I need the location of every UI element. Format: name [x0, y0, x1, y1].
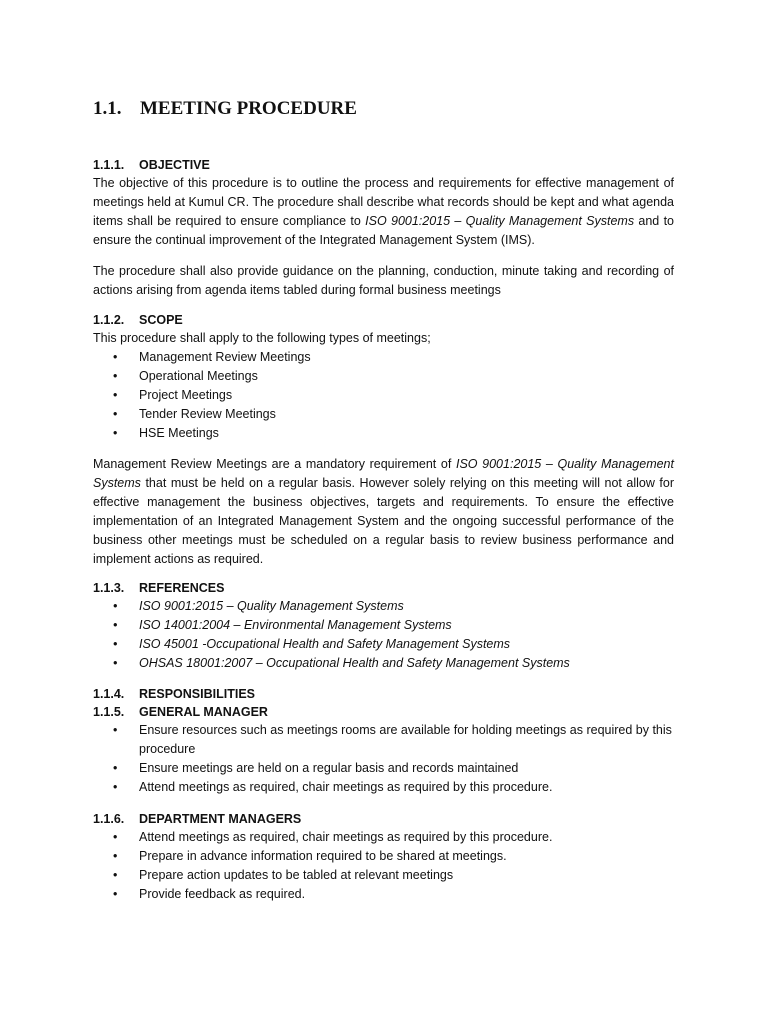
scope-intro: This procedure shall apply to the following types of meetings;	[93, 331, 431, 345]
list-item-text: OHSAS 18001:2007 – Occupational Health and Safety Management Systems	[139, 656, 570, 670]
section-heading-references	[93, 579, 674, 597]
list-item-text: Operational Meetings	[139, 369, 258, 383]
section-heading-scope	[93, 311, 674, 329]
title-number: 1.1.	[93, 98, 122, 119]
scope-paragraph	[93, 455, 674, 569]
list-item-text: Ensure resources such as meetings rooms are available for holding meetings as required by this procedure	[139, 723, 672, 756]
section-heading-department-managers	[93, 810, 674, 828]
bullet-icon: •	[113, 599, 118, 613]
list-item-text: Management Review Meetings	[139, 350, 311, 364]
bullet-icon: •	[113, 887, 118, 901]
references-list	[93, 597, 674, 673]
list-item	[93, 828, 674, 847]
list-item-text: Project Meetings	[139, 388, 233, 402]
standard-reference: ISO 9001:2015 – Quality Management Systems	[365, 214, 635, 228]
list-item	[93, 635, 674, 654]
section-scope	[93, 311, 674, 569]
section-number: 1.1.6.	[93, 812, 125, 826]
list-item-text: ISO 9001:2015 – Quality Management Systems	[139, 599, 404, 613]
section-heading-objective	[93, 156, 674, 174]
objective-paragraph-1	[93, 174, 674, 250]
page-title	[93, 98, 357, 120]
section-number: 1.1.3.	[93, 581, 125, 595]
section-department-managers	[93, 810, 674, 904]
scope-list	[93, 348, 674, 443]
bullet-icon: •	[113, 369, 118, 383]
section-heading-text: DEPARTMENT MANAGERS	[139, 812, 302, 826]
section-heading-text: GENERAL MANAGER	[139, 705, 268, 719]
list-item	[93, 348, 674, 367]
bullet-icon: •	[113, 723, 118, 737]
section-number: 1.1.1.	[93, 158, 125, 172]
section-heading-text: REFERENCES	[139, 581, 225, 595]
section-number: 1.1.4.	[93, 687, 125, 701]
list-item	[93, 424, 674, 443]
list-item	[93, 866, 674, 885]
list-item	[93, 847, 674, 866]
section-number: 1.1.2.	[93, 313, 125, 327]
list-item-text: Tender Review Meetings	[139, 407, 276, 421]
section-objective	[93, 156, 674, 300]
list-item-text: HSE Meetings	[139, 426, 219, 440]
list-item-text: ISO 45001 -Occupational Health and Safety Management Systems	[139, 637, 511, 651]
section-references	[93, 579, 674, 673]
list-item-text: Ensure meetings are held on a regular basis and records maintained	[139, 761, 519, 775]
list-item	[93, 721, 674, 759]
bullet-icon: •	[113, 830, 118, 844]
paragraph-text: and to ensure the continual improvement of the Integrated Management System (IMS).	[93, 214, 675, 247]
list-item	[93, 616, 674, 635]
list-item-text: Attend meetings as required, chair meetings as required by this procedure.	[139, 830, 553, 844]
list-item-text: ISO 14001:2004 – Environmental Management Systems	[139, 618, 452, 632]
section-heading-text: SCOPE	[139, 313, 183, 327]
list-item	[93, 885, 674, 904]
paragraph-text: The objective of this procedure is to outline the process and requirements for effective management of meetings held at Kumul CR. The procedure shall describe what records should be kept and what agenda items shall be required to ensure compliance to	[93, 176, 674, 228]
bullet-icon: •	[113, 849, 118, 863]
list-item-text: Provide feedback as required.	[139, 887, 306, 901]
objective-paragraph-2: The procedure shall also provide guidance on the planning, conduction, minute taking and recording of actions arising from agenda items tabled during formal business meetings	[93, 264, 674, 297]
list-item	[93, 367, 674, 386]
title-text: MEETING PROCEDURE	[140, 98, 357, 119]
list-item	[93, 597, 674, 616]
list-item	[93, 654, 674, 673]
bullet-icon: •	[113, 780, 118, 794]
bullet-icon: •	[113, 868, 118, 882]
list-item	[93, 405, 674, 424]
section-heading-responsibilities	[93, 685, 674, 703]
department-managers-list	[93, 828, 674, 904]
bullet-icon: •	[113, 761, 118, 775]
section-number: 1.1.5.	[93, 705, 125, 719]
list-item-text: Prepare action updates to be tabled at relevant meetings	[139, 868, 454, 882]
bullet-icon: •	[113, 350, 118, 364]
list-item-text: Prepare in advance information required to be shared at meetings.	[139, 849, 507, 863]
section-heading-text: RESPONSIBILITIES	[139, 687, 255, 701]
standard-reference: ISO 9001:2015 – Quality Management Systems	[93, 457, 674, 490]
bullet-icon: •	[113, 426, 118, 440]
bullet-icon: •	[113, 656, 118, 670]
list-item-text: Attend meetings as required, chair meetings as required by this procedure.	[139, 780, 553, 794]
list-item	[93, 778, 674, 797]
list-item	[93, 386, 674, 405]
bullet-icon: •	[113, 637, 118, 651]
bullet-icon: •	[113, 407, 118, 421]
section-heading-text: OBJECTIVE	[139, 158, 210, 172]
list-item	[93, 759, 674, 778]
bullet-icon: •	[113, 618, 118, 632]
section-heading-general-manager	[93, 703, 674, 721]
general-manager-list	[93, 721, 674, 797]
section-responsibilities	[93, 685, 674, 797]
bullet-icon: •	[113, 388, 118, 402]
paragraph-text: that must be held on a regular basis. However solely relying on this meeting will not allow for effective management the business objectives, targets and requirements. To ensure the effective implementation of an Integrated Management System and the ongoing successful performance of the business other meetings must be scheduled on a regular basis to review business performance and implement actions as required.	[93, 476, 674, 566]
paragraph-text: Management Review Meetings are a mandatory requirement of	[93, 457, 456, 471]
